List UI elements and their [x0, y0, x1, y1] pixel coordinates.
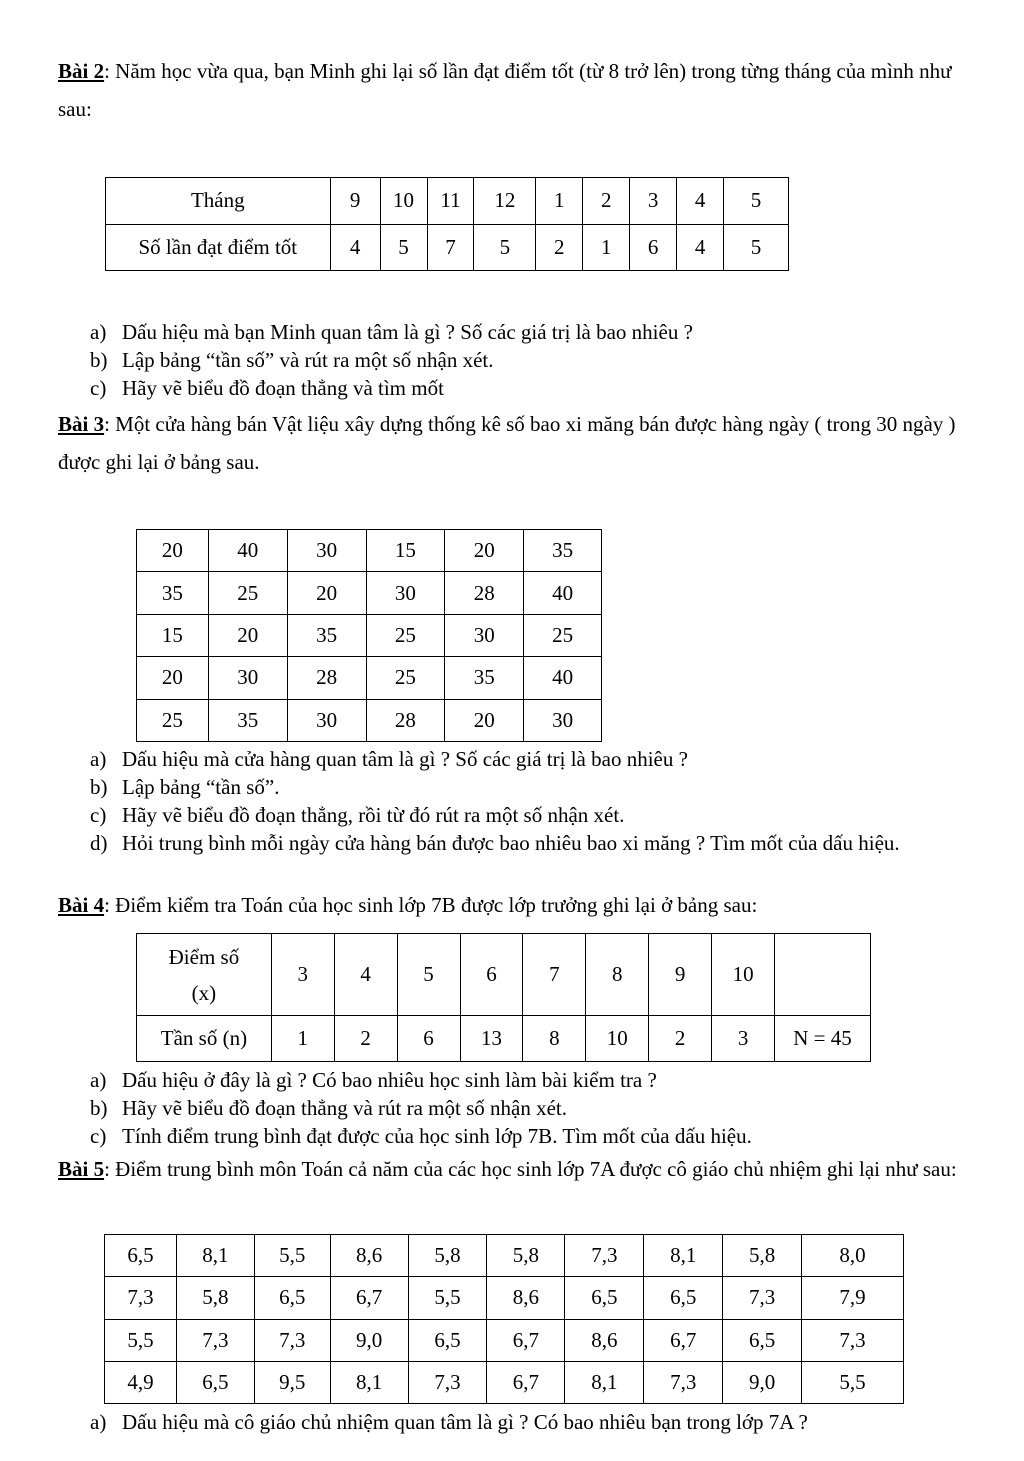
bai3-title: Bài 3 [58, 412, 105, 436]
month-cell: 9 [330, 178, 380, 225]
data-cell: 20 [137, 530, 209, 572]
table-row [105, 1277, 904, 1319]
bai5-paragraph [58, 1150, 988, 1188]
bai5-text: : Điểm trung bình môn Toán cả năm của các học sinh lớp 7A được cô giáo chủ nhiệm ghi lại như sau: [104, 1157, 957, 1181]
total-cell: N = 45 [775, 1016, 871, 1062]
bai3-table [136, 529, 602, 742]
score-cell: 10 [712, 934, 775, 1016]
data-cell: 28 [366, 699, 445, 741]
question-item: c) Hãy vẽ biểu đồ đoạn thẳng, rồi từ đó rút ra một số nhận xét. [90, 803, 625, 827]
score-cell: 7 [523, 934, 586, 1016]
data-cell: 20 [445, 699, 524, 741]
score-cell: 3 [271, 934, 334, 1016]
bai2-table [105, 177, 789, 271]
data-cell: 35 [524, 530, 602, 572]
freq-cell: 13 [460, 1016, 523, 1062]
question-item: c) Hãy vẽ biểu đồ đoạn thẳng và tìm mốt [90, 376, 444, 400]
data-cell: 5,8 [487, 1235, 565, 1277]
data-cell: 8,1 [176, 1235, 254, 1277]
data-cell: 40 [208, 530, 287, 572]
bai2-row-counts [106, 224, 789, 271]
data-cell: 40 [524, 572, 602, 614]
data-cell: 7,9 [802, 1277, 904, 1319]
month-cell: 11 [427, 178, 474, 225]
data-cell: 8,0 [802, 1235, 904, 1277]
table-row [137, 699, 602, 741]
count-cell: 5 [474, 224, 536, 271]
data-cell: 5,8 [176, 1277, 254, 1319]
bai2-row-months [106, 178, 789, 225]
table-row [137, 614, 602, 656]
bai2-row-header: Số lần đạt điểm tốt [106, 224, 331, 271]
bai4-table [136, 933, 871, 1062]
table-row [137, 657, 602, 699]
month-cell: 5 [724, 178, 789, 225]
month-cell: 1 [536, 178, 583, 225]
data-cell: 25 [366, 657, 445, 699]
table-row [137, 530, 602, 572]
data-cell: 6,7 [330, 1277, 408, 1319]
count-cell: 4 [677, 224, 724, 271]
count-cell: 4 [330, 224, 380, 271]
data-cell: 8,6 [487, 1277, 565, 1319]
bai2-row-header: Tháng [106, 178, 331, 225]
data-cell: 7,3 [408, 1361, 487, 1403]
freq-cell: 3 [712, 1016, 775, 1062]
data-cell: 9,0 [723, 1361, 802, 1403]
data-cell: 35 [208, 699, 287, 741]
table-row [105, 1319, 904, 1361]
data-cell: 8,6 [565, 1319, 644, 1361]
bai3-text: : Một cửa hàng bán Vật liệu xây dựng thống kê số bao xi măng bán được hàng ngày ( trong 30 ngày ) được ghi lại ở bảng sau. [58, 412, 956, 474]
bai4-header-n: Tần số (n) [137, 1016, 272, 1062]
bai4-title: Bài 4 [58, 893, 105, 917]
data-cell: 7,3 [802, 1319, 904, 1361]
bai4-row-freqs [137, 1016, 871, 1062]
bai4-questions [90, 1066, 990, 1150]
freq-cell: 10 [586, 1016, 649, 1062]
data-cell: 25 [366, 614, 445, 656]
bai5-title: Bài 5 [58, 1157, 105, 1181]
data-cell: 8,6 [330, 1235, 408, 1277]
data-cell: 28 [445, 572, 524, 614]
month-cell: 12 [474, 178, 536, 225]
data-cell: 7,3 [723, 1277, 802, 1319]
month-cell: 3 [630, 178, 677, 225]
data-cell: 7,3 [565, 1235, 644, 1277]
data-cell: 20 [287, 572, 366, 614]
data-cell: 35 [287, 614, 366, 656]
question-item: b) Lập bảng “tần số” và rút ra một số nhận xét. [90, 348, 494, 372]
data-cell: 25 [137, 699, 209, 741]
data-cell: 6,5 [644, 1277, 723, 1319]
data-cell: 25 [208, 572, 287, 614]
data-cell: 8,1 [644, 1235, 723, 1277]
freq-cell: 6 [397, 1016, 460, 1062]
data-cell: 40 [524, 657, 602, 699]
data-cell: 6,7 [487, 1319, 565, 1361]
question-item: a) Dấu hiệu mà cô giáo chủ nhiệm quan tâm là gì ? Có bao nhiêu bạn trong lớp 7A ? [90, 1410, 808, 1434]
data-cell: 7,3 [254, 1319, 330, 1361]
question-item: b) Lập bảng “tần số”. [90, 775, 280, 799]
freq-cell: 2 [334, 1016, 397, 1062]
data-cell: 6,5 [254, 1277, 330, 1319]
bai3-paragraph [58, 405, 988, 481]
data-cell: 30 [524, 699, 602, 741]
data-cell: 30 [287, 530, 366, 572]
score-cell: 9 [649, 934, 712, 1016]
score-cell: 6 [460, 934, 523, 1016]
month-cell: 10 [380, 178, 427, 225]
bai3-questions [90, 745, 990, 857]
data-cell: 28 [287, 657, 366, 699]
data-cell: 9,0 [330, 1319, 408, 1361]
data-cell: 15 [137, 614, 209, 656]
freq-cell: 1 [271, 1016, 334, 1062]
data-cell: 25 [524, 614, 602, 656]
question-item: b) Hãy vẽ biểu đồ đoạn thẳng và rút ra một số nhận xét. [90, 1096, 567, 1120]
count-cell: 1 [583, 224, 630, 271]
bai4-row-scores [137, 934, 871, 1016]
data-cell: 15 [366, 530, 445, 572]
bai4-paragraph [58, 886, 988, 924]
header-x-line2: (x) [191, 980, 217, 1005]
data-cell: 5,5 [105, 1319, 177, 1361]
data-cell: 30 [208, 657, 287, 699]
count-cell: 6 [630, 224, 677, 271]
data-cell: 6,5 [723, 1319, 802, 1361]
score-cell: 4 [334, 934, 397, 1016]
data-cell: 8,1 [330, 1361, 408, 1403]
bai5-table [104, 1234, 904, 1404]
data-cell: 6,7 [487, 1361, 565, 1403]
question-item: a) Dấu hiệu mà cửa hàng quan tâm là gì ? Số các giá trị là bao nhiêu ? [90, 747, 688, 771]
bai4-text: : Điểm kiểm tra Toán của học sinh lớp 7B được lớp trưởng ghi lại ở bảng sau: [104, 893, 758, 917]
data-cell: 7,3 [644, 1361, 723, 1403]
score-cell: 5 [397, 934, 460, 1016]
data-cell: 6,5 [408, 1319, 487, 1361]
data-cell: 8,1 [565, 1361, 644, 1403]
count-cell: 5 [380, 224, 427, 271]
data-cell: 6,5 [105, 1235, 177, 1277]
data-cell: 30 [287, 699, 366, 741]
data-cell: 6,5 [565, 1277, 644, 1319]
data-cell: 5,8 [408, 1235, 487, 1277]
data-cell: 5,5 [802, 1361, 904, 1403]
data-cell: 20 [208, 614, 287, 656]
data-cell: 20 [445, 530, 524, 572]
bai4-header-x [137, 934, 272, 1016]
data-cell: 30 [445, 614, 524, 656]
data-cell: 4,9 [105, 1361, 177, 1403]
data-cell: 9,5 [254, 1361, 330, 1403]
data-cell: 7,3 [176, 1319, 254, 1361]
data-cell: 6,7 [644, 1319, 723, 1361]
data-cell: 5,8 [723, 1235, 802, 1277]
data-cell: 35 [137, 572, 209, 614]
question-item: a) Dấu hiệu mà bạn Minh quan tâm là gì ? Số các giá trị là bao nhiêu ? [90, 320, 693, 344]
bai5-questions [90, 1408, 990, 1436]
freq-cell: 8 [523, 1016, 586, 1062]
data-cell: 35 [445, 657, 524, 699]
data-cell: 5,5 [254, 1235, 330, 1277]
data-cell: 7,3 [105, 1277, 177, 1319]
bai2-paragraph [58, 52, 988, 128]
count-cell: 7 [427, 224, 474, 271]
data-cell: 20 [137, 657, 209, 699]
table-row [137, 572, 602, 614]
month-cell: 2 [583, 178, 630, 225]
empty-cell [775, 934, 871, 1016]
score-cell: 8 [586, 934, 649, 1016]
question-item: c) Tính điểm trung bình đạt được của học sinh lớp 7B. Tìm mốt của dấu hiệu. [90, 1124, 752, 1148]
data-cell: 5,5 [408, 1277, 487, 1319]
table-row [105, 1235, 904, 1277]
data-cell: 30 [366, 572, 445, 614]
table-row [105, 1361, 904, 1403]
header-x-line1: Điểm số [168, 944, 240, 969]
count-cell: 5 [724, 224, 789, 271]
question-item: a) Dấu hiệu ở đây là gì ? Có bao nhiêu học sinh làm bài kiểm tra ? [90, 1068, 657, 1092]
question-item: d) Hỏi trung bình mỗi ngày cửa hàng bán được bao nhiêu bao xi măng ? Tìm mốt của dấu hiệu. [90, 831, 900, 855]
data-cell: 6,5 [176, 1361, 254, 1403]
count-cell: 2 [536, 224, 583, 271]
bai2-title: Bài 2 [58, 59, 105, 83]
bai2-questions [90, 318, 990, 402]
bai2-text: : Năm học vừa qua, bạn Minh ghi lại số lần đạt điểm tốt (từ 8 trở lên) trong từng tháng của mình như sau: [58, 59, 952, 121]
month-cell: 4 [677, 178, 724, 225]
freq-cell: 2 [649, 1016, 712, 1062]
